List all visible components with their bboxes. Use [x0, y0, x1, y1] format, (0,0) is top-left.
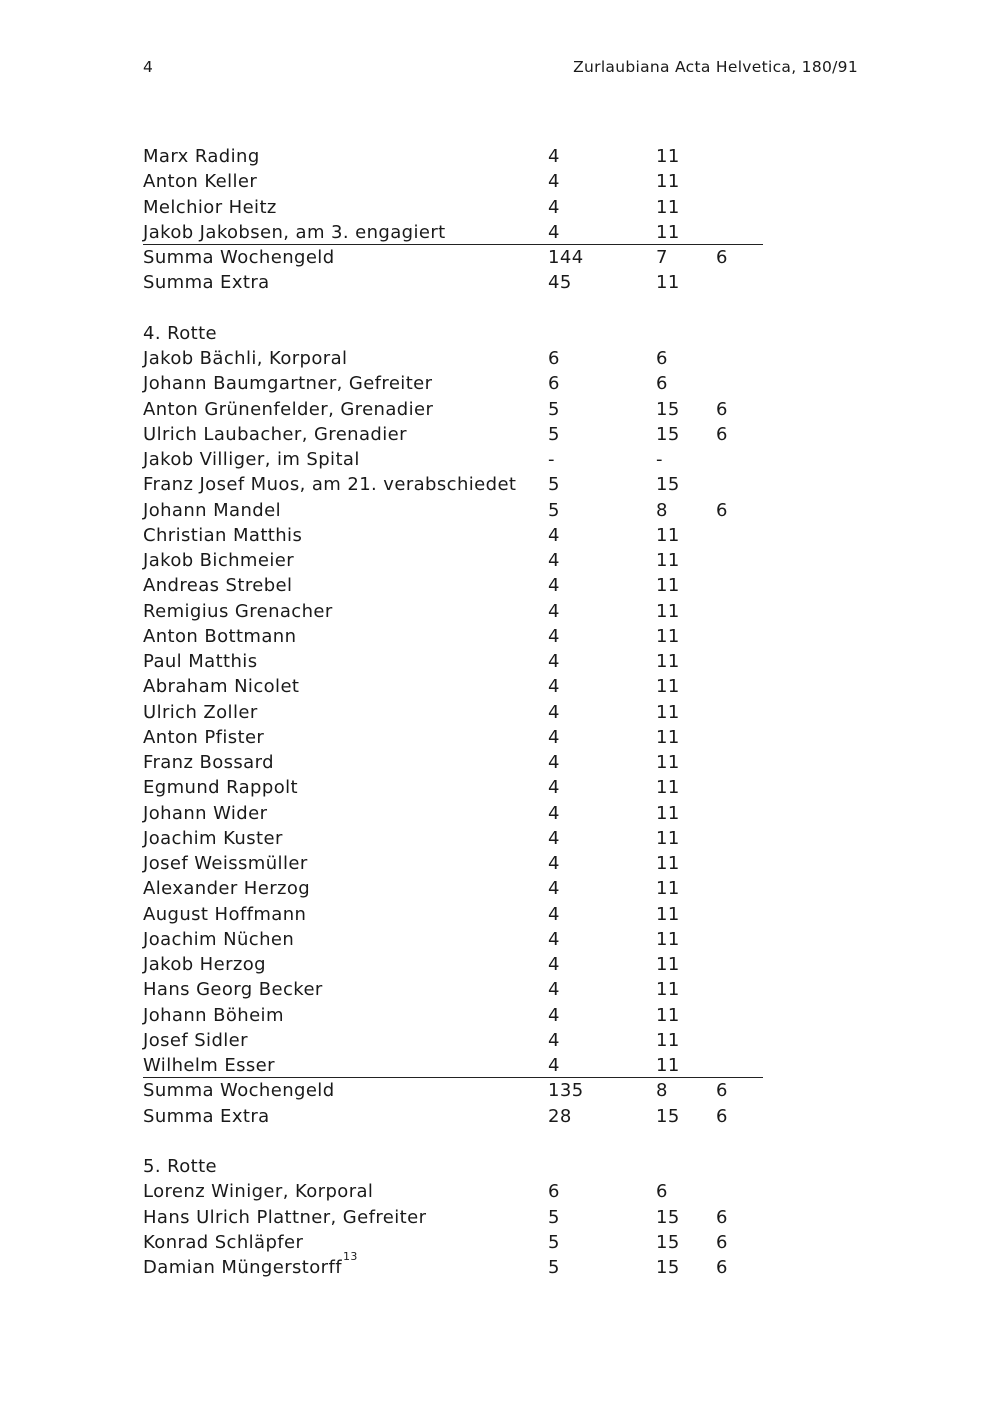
- table-row: [143, 1003, 763, 1028]
- row-value-a: 4: [548, 575, 560, 597]
- row-label: August Hoffmann: [143, 903, 307, 925]
- table-row: [143, 876, 763, 901]
- section-heading-5: [143, 1154, 763, 1179]
- table-row: [143, 523, 763, 548]
- row-value-a: 6: [548, 373, 560, 395]
- row-value-b: 11: [656, 853, 680, 874]
- row-label: Summa Extra: [143, 1105, 270, 1127]
- page-number: 4: [143, 58, 154, 76]
- table-row: [143, 725, 763, 750]
- row-value-a: 4: [548, 221, 560, 243]
- row-value-b: 11: [656, 802, 680, 824]
- table-row: [143, 977, 763, 1002]
- row-value-b: 11: [656, 701, 680, 723]
- row-label: Abraham Nicolet: [143, 676, 300, 698]
- row-value-b: 6: [656, 1181, 668, 1203]
- row-value-b: 15: [656, 1206, 680, 1228]
- row-value-a: 144: [548, 247, 584, 268]
- row-value-c: 6: [716, 499, 728, 521]
- row-value-b: 11: [656, 928, 680, 950]
- row-value-b: 11: [656, 954, 680, 975]
- row-label: Melchior Heitz: [143, 196, 277, 218]
- row-label: Joachim Nüchen: [143, 928, 295, 950]
- row-value-b: 11: [656, 903, 680, 925]
- row-label: Paul Matthis: [143, 651, 258, 672]
- table-row: [143, 498, 763, 523]
- row-value-a: 4: [548, 146, 560, 167]
- row-value-b: 15: [656, 423, 680, 445]
- table-row: [143, 826, 763, 851]
- row-label: Franz Bossard: [143, 752, 274, 773]
- row-label: Josef Sidler: [143, 1029, 248, 1051]
- row-value-a: 5: [548, 1231, 560, 1253]
- row-label: Jakob Villiger, im Spital: [143, 449, 360, 470]
- row-label: Anton Keller: [143, 171, 258, 193]
- row-value-b: 7: [656, 247, 668, 268]
- ledger-table: [143, 144, 763, 1280]
- table-row: [143, 801, 763, 826]
- row-value-b: 11: [656, 196, 680, 218]
- row-label: Wilhelm Esser: [143, 1055, 275, 1076]
- total-row: [143, 270, 763, 295]
- table-row: [143, 346, 763, 371]
- spacer: [143, 296, 763, 321]
- row-label: Anton Pfister: [143, 726, 265, 748]
- row-value-b: 11: [656, 979, 680, 1001]
- table-row: Damian Müngerstorff 13 5 15 6: [143, 1250, 728, 1278]
- table-row: [143, 775, 763, 800]
- row-label: Alexander Herzog: [143, 878, 311, 900]
- row-label: Damian Müngerstorff: [143, 1257, 342, 1278]
- row-value-a: -: [548, 449, 555, 470]
- row-label: Jakob Bichmeier: [143, 550, 295, 571]
- row-value-a: 4: [548, 752, 560, 773]
- row-value-b: 11: [656, 600, 680, 622]
- row-value-c: 6: [716, 247, 728, 268]
- row-value-b: 11: [656, 146, 680, 167]
- row-label: Hans Ulrich Plattner, Gefreiter: [143, 1206, 427, 1228]
- row-value-a: 4: [548, 777, 560, 799]
- row-value-b: 11: [656, 550, 680, 571]
- row-value-b: 8: [656, 1080, 668, 1102]
- table-row: [143, 1028, 763, 1053]
- row-value-b: 15: [656, 1257, 680, 1278]
- row-value-a: 4: [548, 676, 560, 698]
- row-value-b: 11: [656, 524, 680, 546]
- table-row: [143, 700, 763, 725]
- row-value-a: 4: [548, 928, 560, 950]
- row-value-b: 11: [656, 171, 680, 193]
- row-label: Konrad Schläpfer: [143, 1231, 304, 1253]
- table-row: [143, 952, 763, 977]
- row-value-a: 45: [548, 272, 572, 294]
- row-value-a: 4: [548, 600, 560, 622]
- row-label: Johann Wider: [143, 802, 268, 824]
- row-label: Hans Georg Becker: [143, 979, 323, 1001]
- row-value-a: 4: [548, 171, 560, 193]
- row-value-b: 11: [656, 827, 680, 849]
- table-row: [143, 195, 763, 220]
- table-row: [143, 674, 763, 699]
- row-value-b: 11: [656, 777, 680, 799]
- row-value-a: 4: [548, 802, 560, 824]
- row-value-a: 6: [548, 348, 560, 369]
- running-title: Zurlaubiana Acta Helvetica, 180/91: [573, 58, 858, 76]
- row-value-b: 11: [656, 878, 680, 900]
- row-value-b: 6: [656, 348, 668, 369]
- row-value-a: 4: [548, 878, 560, 900]
- row-label: Remigius Grenacher: [143, 600, 333, 622]
- table-row: [143, 649, 763, 674]
- section-heading-4: [143, 321, 763, 346]
- row-value-b: 15: [656, 1105, 680, 1127]
- row-value-b: 11: [656, 726, 680, 748]
- table-row: [143, 371, 763, 396]
- row-label: Anton Grünenfelder, Grenadier: [143, 398, 434, 420]
- row-value-c: 6: [716, 1105, 728, 1127]
- row-label: Christian Matthis: [143, 524, 303, 546]
- row-label: Johann Mandel: [143, 499, 281, 521]
- row-label: Summa Wochengeld: [143, 1080, 335, 1102]
- table-row: [143, 472, 763, 497]
- table-row: [143, 447, 763, 472]
- total-row: [143, 245, 763, 270]
- table-row: [143, 599, 763, 624]
- row-value-b: 15: [656, 1231, 680, 1253]
- table-row: [143, 851, 763, 876]
- row-value-b: 11: [656, 625, 680, 647]
- row-value-a: 6: [548, 1181, 560, 1203]
- row-value-b: 11: [656, 1055, 680, 1076]
- row-value-a: 5: [548, 1206, 560, 1228]
- row-value-a: 4: [548, 701, 560, 723]
- spacer: [143, 1129, 763, 1154]
- row-label: Lorenz Winiger, Korporal: [143, 1181, 374, 1203]
- row-value-a: 5: [548, 499, 560, 521]
- row-value-b: 11: [656, 575, 680, 597]
- row-value-a: 135: [548, 1080, 584, 1102]
- table-row: [143, 1205, 763, 1230]
- table-row: [143, 548, 763, 573]
- row-value-a: 4: [548, 903, 560, 925]
- table-row: [143, 397, 763, 422]
- table-row: [143, 902, 763, 927]
- row-value-a: 4: [548, 1029, 560, 1051]
- row-label: Summa Wochengeld: [143, 247, 335, 268]
- row-label: Summa Extra: [143, 272, 270, 294]
- row-value-a: 4: [548, 1004, 560, 1026]
- table-row: [143, 750, 763, 775]
- row-value-a: 5: [548, 1257, 560, 1278]
- row-label: Johann Böheim: [143, 1004, 284, 1026]
- row-value-a: 4: [548, 625, 560, 647]
- table-row: [143, 422, 763, 447]
- table-row: [143, 144, 763, 169]
- row-value-c: 6: [716, 423, 728, 445]
- row-value-b: 11: [656, 651, 680, 672]
- table-row: [143, 220, 763, 245]
- row-value-a: 4: [548, 524, 560, 546]
- row-value-b: 11: [656, 752, 680, 773]
- row-value-b: -: [656, 449, 663, 470]
- row-value-c: 6: [716, 398, 728, 420]
- row-value-c: 6: [716, 1257, 728, 1278]
- row-value-a: 4: [548, 979, 560, 1001]
- row-value-a: 4: [548, 196, 560, 218]
- row-value-a: 4: [548, 853, 560, 874]
- table-row: [143, 169, 763, 194]
- row-label: Egmund Rappolt: [143, 777, 298, 799]
- row-value-a: 4: [548, 651, 560, 672]
- table-row: [143, 1179, 763, 1204]
- section-title: 4. Rotte: [143, 322, 217, 344]
- row-label: Andreas Strebel: [143, 575, 293, 597]
- page-header: [0, 58, 1000, 82]
- row-value-a: 28: [548, 1105, 572, 1127]
- row-value-b: 8: [656, 499, 668, 521]
- row-value-b: 15: [656, 398, 680, 420]
- row-value-a: 5: [548, 474, 560, 496]
- row-value-b: 11: [656, 1004, 680, 1026]
- row-label: Anton Bottmann: [143, 625, 297, 647]
- row-value-a: 5: [548, 423, 560, 445]
- row-value-c: 6: [716, 1206, 728, 1228]
- row-label: Jakob Herzog: [143, 954, 266, 975]
- table-row: [143, 1230, 763, 1255]
- row-value-a: 4: [548, 550, 560, 571]
- row-label: Ulrich Zoller: [143, 701, 258, 723]
- table-row: [143, 573, 763, 598]
- row-label: Marx Rading: [143, 146, 260, 167]
- table-row: [143, 624, 763, 649]
- total-row: [143, 1078, 763, 1103]
- row-value-a: 4: [548, 726, 560, 748]
- row-label: Franz Josef Muos, am 21. verabschiedet: [143, 474, 517, 496]
- section-title: 5. Rotte: [143, 1156, 217, 1177]
- row-value-c: 6: [716, 1231, 728, 1253]
- row-label: Johann Baumgartner, Gefreiter: [143, 373, 433, 395]
- row-value-b: 6: [656, 373, 668, 395]
- row-label: Jakob Jakobsen, am 3. engagiert: [143, 221, 446, 243]
- row-label: Ulrich Laubacher, Grenadier: [143, 423, 407, 445]
- row-label: Joachim Kuster: [143, 827, 283, 849]
- row-value-c: 6: [716, 1080, 728, 1102]
- row-value-b: 11: [656, 676, 680, 698]
- row-value-a: 4: [548, 954, 560, 975]
- row-value-b: 11: [656, 221, 680, 243]
- row-value-a: 5: [548, 398, 560, 420]
- row-value-a: 4: [548, 827, 560, 849]
- row-label: Jakob Bächli, Korporal: [143, 348, 348, 369]
- row-label: Josef Weissmüller: [143, 853, 308, 874]
- row-value-b: 11: [656, 272, 680, 294]
- table-row: [143, 927, 763, 952]
- row-value-a: 4: [548, 1055, 560, 1076]
- row-value-b: 15: [656, 474, 680, 496]
- row-value-b: 11: [656, 1029, 680, 1051]
- table-row: [143, 1053, 763, 1078]
- total-row: [143, 1104, 763, 1129]
